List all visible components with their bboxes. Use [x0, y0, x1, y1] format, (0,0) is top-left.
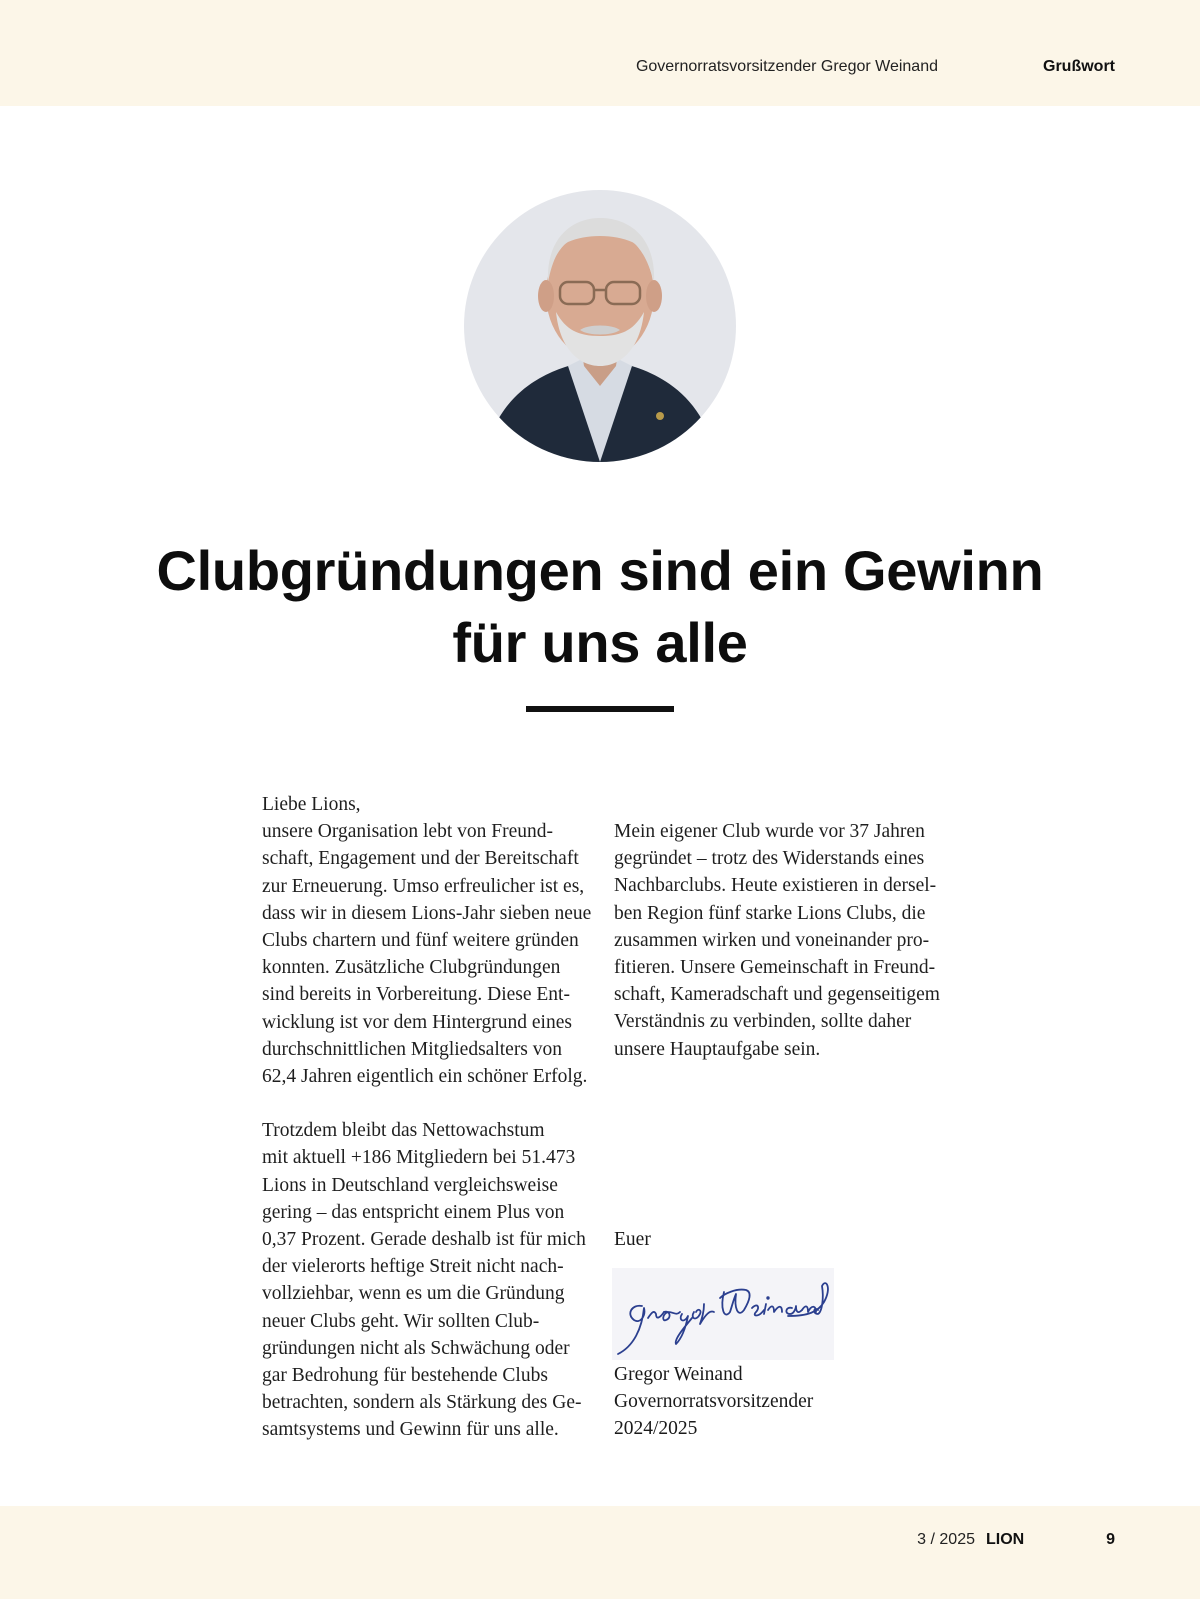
- header-band: [0, 0, 1200, 106]
- portrait-photo: [464, 190, 736, 462]
- headline-line-2: für uns alle: [452, 611, 748, 674]
- header-subject: Governorratsvorsitzender Gregor Weinand: [635, 58, 938, 75]
- headline-divider: [526, 706, 674, 712]
- header-section-label: Grußwort: [1043, 58, 1115, 75]
- handwritten-signature: [612, 1268, 834, 1360]
- footer-magazine-name: LION: [986, 1531, 1025, 1548]
- paragraph-spacer: [262, 1090, 602, 1117]
- signer-title: Governorratsvorsitzender: [614, 1391, 814, 1413]
- headline-line-1: Clubgründungen sind ein Gewinn: [156, 539, 1044, 602]
- letter-paragraph-1: unsere Organisation lebt von Freund- schaft, Engagement und der Bereitschaft zur Erneuerung. Umso erfreulicher ist es, dass wir in diesem Lions-Jahr sieben neue Clubs chartern und fünf weitere gründen konnten. Zusätzliche Clubgründungen sind bereits in Vorbereitung. Diese Ent- wicklung ist vor dem Hintergrund eines durchschnittlichen Mitgliedsalters von 62,4 Jahren eigentlich ein schöner Erfolg.: [262, 821, 592, 1088]
- signer-name: Gregor Weinand: [614, 1364, 743, 1385]
- footer-issue: 3 / 2025: [917, 1531, 975, 1548]
- signer-term: 2024/2025: [614, 1418, 698, 1440]
- letter-column-left: [262, 791, 602, 1444]
- footer-band: [0, 1506, 1200, 1599]
- letter-closing: Euer: [614, 1229, 651, 1250]
- article-headline: [100, 535, 1100, 679]
- letter-paragraph-2: Trotzdem bleibt das Nettowachstum mit aktuell +186 Mitgliedern bei 51.473 Lions in Deutschland vergleichsweise gering – das entspricht einem Plus von 0,37 Prozent. Gerade deshalb ist für mich der vielerorts heftige Streit nicht nach- vollziehbar, wenn es um die Gründung neuer Clubs geht. Wir sollten Club- gründungen nicht als Schwächung oder gar Bedrohung für bestehende Clubs betrachten, sondern als Stärkung des Ge- samtsystems und Gewinn für uns alle.: [262, 1120, 586, 1441]
- letter-column-right: [614, 818, 954, 1063]
- signer-block: [614, 1361, 813, 1443]
- letter-paragraph-3: Mein eigener Club wurde vor 37 Jahren gegründet – trotz des Widerstands eines Nachbarclubs. Heute existieren in dersel- ben Region fünf starke Lions Clubs, die zusammen wirken und voneinander pro- fitieren. Unsere Gemeinschaft in Freund- schaft, Kameradschaft und gegenseitigem Verständnis zu verbinden, sollte daher unsere Hauptaufgabe sein.: [614, 821, 940, 1060]
- footer-page-number: 9: [1106, 1531, 1115, 1548]
- letter-salutation: Liebe Lions,: [262, 794, 361, 815]
